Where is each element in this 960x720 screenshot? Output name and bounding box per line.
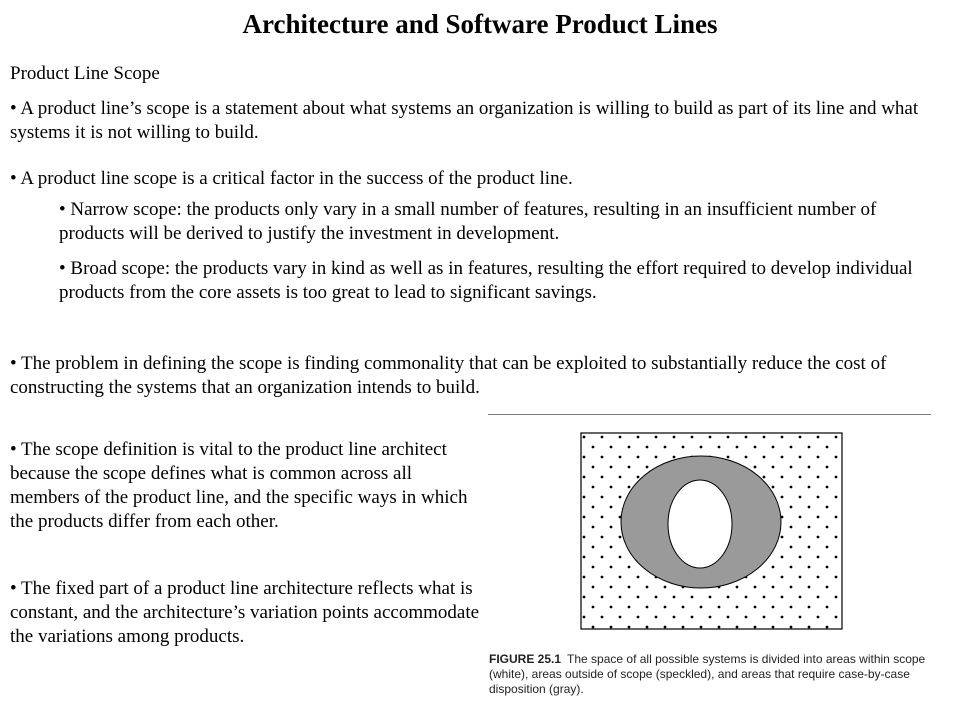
figure-label: FIGURE 25.1 (489, 652, 562, 666)
slide-title: Architecture and Software Product Lines (242, 9, 718, 39)
subbullet-narrow-scope: • Narrow scope: the products only vary in a small number of features, resulting in an insufficient number of products will be derived to justify the investment in development. (59, 199, 877, 244)
figure-caption (489, 652, 939, 697)
bullet-critical-factor: • A product line scope is a critical factor in the success of the product line. (10, 168, 573, 189)
section-heading: Product Line Scope (10, 63, 160, 84)
bullet-commonality-problem: • The problem in defining the scope is finding commonality that can be exploited to substantially reduce the cost of constructing the systems that an organization intends to build. (10, 353, 887, 398)
scope-diagram (580, 432, 844, 632)
figure-divider (488, 414, 931, 415)
bullet-scope-definition: • A product line’s scope is a statement about what systems an organization is willing to build as part of its line and what systems it is not willing to build. (10, 98, 919, 143)
in-scope-white-area (668, 480, 732, 568)
bullet-scope-vital: • The scope definition is vital to the product line architect because the scope defines what is common across all members of the product line, and the specific ways in which the products differ from each other. (10, 439, 468, 532)
subbullet-broad-scope: • Broad scope: the products vary in kind as well as in features, resulting the effort required to develop individual products from the core assets is too great to lead to significant savings. (59, 258, 913, 303)
bullet-fixed-part: • The fixed part of a product line architecture reflects what is constant, and the architecture’s variation points accommodate the variations among products. (10, 578, 480, 647)
figure-caption-text: The space of all possible systems is divided into areas within scope (white), areas outside of scope (speckled), and areas that require case-by-case disposition (gray). (489, 652, 926, 696)
